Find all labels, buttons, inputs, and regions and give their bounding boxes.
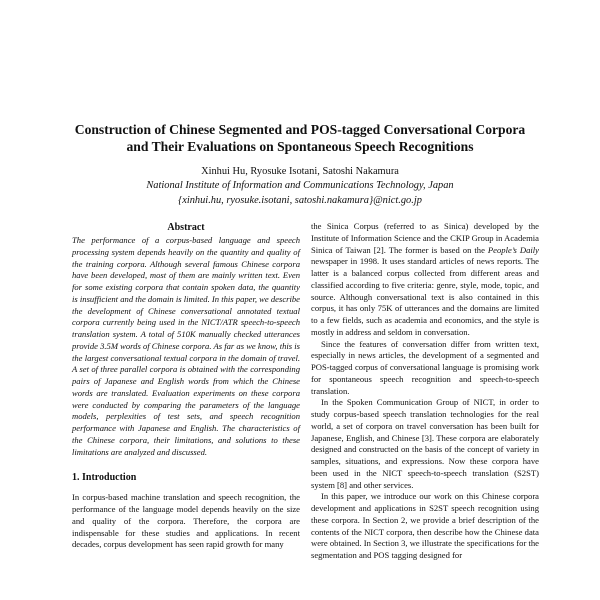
- sinica-text-start: the Sinica Corpus (referred to as Sinica) developed by the Institute of Information Science and the CKIP Group in Academia Sinica of Taiwan [2]. The former is based on the: [311, 221, 539, 255]
- abstract-text: The performance of a corpus-based language and speech processing system depends heavily on the quantity and quality of the training corpora. Although several famous Chinese corpora have been developed, most of them are mainly written text. Even for some existing corpora that contain spoken data, the quantity is insufficient and the domain is limited. In this paper, we describe the development of Chinese conversational annotated textual corpora currently being used in the NICT/ATR speech-to-speech translation system. A total of 510K manually checked utterances provide 3.5M words of Chinese corpora. As far as we know, this is the largest conversational textual corpora in the domain of travel. A set of three parallel corpora is obtained with the corresponding pairs of Japanese and English words from which the Chinese words are translated. Evaluation experiments on these corpora were conducted by comparing the parameters of the language models, perplexities of test sets, and speech recognition performance with Japanese and English. The characteristics of the Chinese corpora, their limitations, and solutions to these limitations are analyzed and discussed.: [72, 235, 300, 457]
- author-list: Xinhui Hu, Ryosuke Isotani, Satoshi Nakamura: [201, 166, 399, 177]
- title-line-1: Construction of Chinese Segmented and POS-tagged Conversational Corpora: [74, 122, 526, 137]
- left-column: [72, 222, 300, 551]
- body-paragraph-overview: In this paper, we introduce our work on this Chinese corpora development and applications in S2ST speech recognition using these corpora. In Section 2, we provide a brief description of the contents of the NICT corpora, then describe how the Chinese data were obtained. In Section 3, we illustrate the specifications for the segmentation and POS tagging designed for: [311, 491, 539, 560]
- introduction-paragraph: In corpus-based machine translation and speech recognition, the performance of the language model depends heavily on the size and quality of the corpora. Therefore, the corpora are indispensable for these studies and applications. In recent decades, corpus development has seen rapid growth for many: [72, 492, 300, 550]
- author-emails: {xinhui.hu, ryosuke.isotani, satoshi.nakamura}@nict.go.jp: [178, 195, 422, 206]
- introduction-heading: 1. Introduction: [72, 472, 137, 484]
- abstract-heading: Abstract: [167, 222, 205, 233]
- body-paragraph-sinica: [311, 221, 539, 339]
- title-line-2: and Their Evaluations on Spontaneous Speech Recognitions: [126, 139, 474, 154]
- right-column: [311, 221, 539, 562]
- paper-title: [40, 121, 560, 155]
- body-paragraph-nict-group: In the Spoken Communication Group of NICT, in order to study corpus-based speech translation technologies for the real world, a set of corpora on travel conversation has been built for Japanese, English, and Chinese [3]. These corpora are elaborately designed and constructed on the basis of the concept of variety in samples, situations, and expressions. Now these corpora have been used in the NICT speech-to-speech translation (S2ST) system [8] and other services.: [311, 397, 539, 490]
- sinica-text-end: newspaper in 1998. It uses standard articles of news reports. The latter is a balanced corpus collected from different areas and classified according to five criteria: genre, style, mode, topic, and source. Although conversational text is also contained in this corpus, it has only 75K of utterances and the domains are limited to a few fields, such as academia and economics, and the style is mostly in address and seldom in conversation.: [311, 256, 539, 337]
- newspaper-name: People’s Daily: [487, 244, 539, 255]
- body-paragraph-conversation: Since the features of conversation differ from written text, especially in news articles, the development of a segmented and POS-tagged corpus of conversational language is promising work for spontaneous speech recognition and speech-to-speech translation.: [311, 338, 539, 396]
- affiliation: National Institute of Information and Communications Technology, Japan: [146, 180, 454, 191]
